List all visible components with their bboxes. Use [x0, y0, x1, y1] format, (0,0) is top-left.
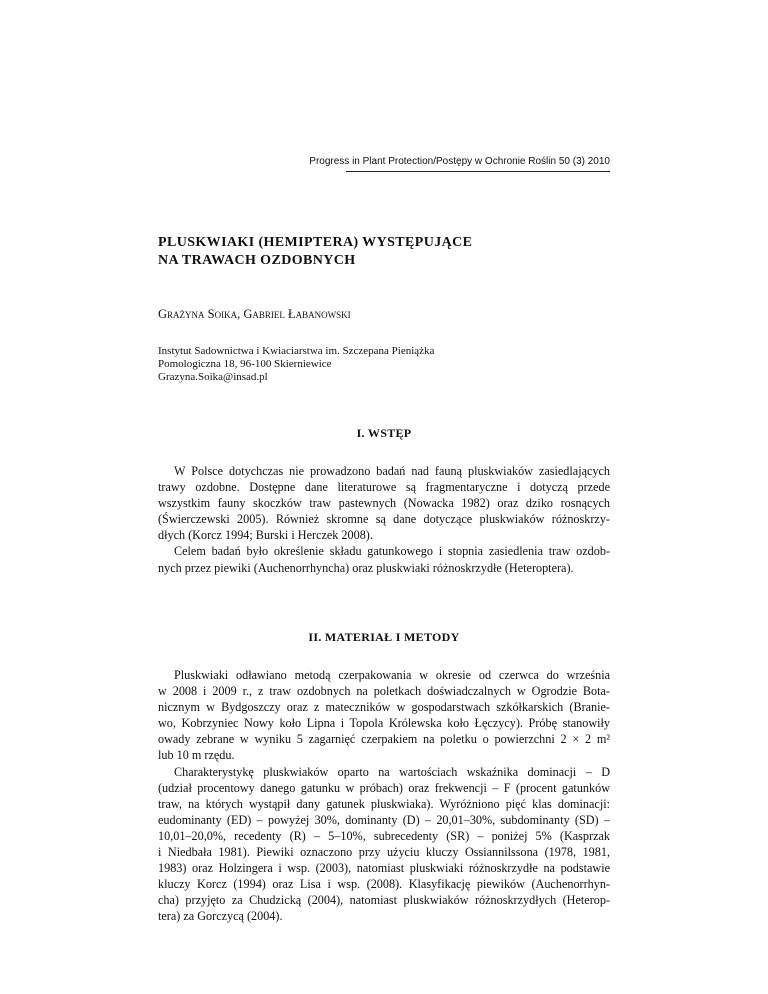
- text-line: nicznym w Bydgoszczy oraz z mateczników w gospodarstwach szkółkarskich (Branie-: [158, 700, 610, 715]
- text-line: owady zebrane w wyniku 5 zagarnięć czerpakiem na poletku o powierzchni 2 × 2 m²: [158, 732, 610, 747]
- text-line: trawy ozdobne. Dostępne dane literaturowe są fragmentaryczne i dotyczą przede: [158, 480, 610, 495]
- text-line: w 2008 i 2009 r., z traw ozdobnych na poletkach doświadczalnych w Ogrodzie Bota-: [158, 684, 610, 699]
- affiliation-address: Pomologiczna 18, 96-100 Skierniewice: [158, 358, 332, 370]
- text-line: Pluskwiaki odławiano metodą czerpakowania w okresie od czerwca do września: [174, 668, 610, 682]
- text-line: traw, na których wystąpił dany gatunek pluskwiaka). Wyróżniono pięć klas dominacji:: [158, 796, 610, 811]
- authors: Grażyna Soika, Gabriel Łabanowski: [158, 307, 351, 321]
- text-line: (Świerczewski 2005). Również skromne są dane dotyczące pluskwiaków różnoskrzy-: [158, 512, 610, 527]
- text-line: dłych (Korcz 1994; Burski i Herczek 2008).: [158, 528, 373, 543]
- text-line: lub 10 m rzędu.: [158, 748, 235, 763]
- affiliation: [158, 345, 434, 384]
- title-line-2: NA TRAWACH OZDOBNYCH: [158, 253, 356, 268]
- text-line: cha) przyjęto za Chudzicką (2004), natomiast pluskwiaków różnoskrzydłych (Heterop-: [158, 893, 610, 908]
- article-title: [158, 234, 610, 270]
- text-line: 10,01–20,0%, recedenty (R) – 5–10%, subrecedenty (SR) – poniżej 5% (Kasprzak: [158, 828, 610, 843]
- text-line: wszystkim fauny skoczków traw pastewnych (Nowacka 1982) oraz dziko rosnących: [158, 496, 610, 511]
- text-line: nych przez piewiki (Auchenorrhyncha) oraz pluskwiaki różnoskrzydłe (Heteroptera).: [158, 560, 574, 575]
- text-line: i Niedbała 1981). Piewiki oznaczono przy użyciu kluczy Ossiannilssona (1978, 1981,: [158, 845, 610, 860]
- text-line: tera) za Gorczycą (2004).: [158, 909, 283, 924]
- section-body-intro: [158, 463, 610, 576]
- section-body-methods: [158, 667, 610, 925]
- text-line: kluczy Korcz (1994) oraz Lisa i wsp. (2008). Klasyfikację piewików (Auchenorrhyn-: [158, 877, 610, 892]
- affiliation-email: Grazyna.Soika@insad.pl: [158, 371, 268, 383]
- section-heading-intro: I. WSTĘP: [356, 426, 412, 440]
- text-line: wo, Kobrzyniec Nowy koło Lipna i Topola Królewska koło Łęczycy). Próbę stanowiły: [158, 716, 610, 731]
- header-rule: [346, 171, 610, 172]
- text-line: Celem badań było określenie składu gatunkowego i stopnia zasiedlenia traw ozdob-: [174, 544, 610, 559]
- title-line-1: PLUSKWIAKI (HEMIPTERA) WYSTĘPUJĄCE: [158, 235, 473, 250]
- text-line: 1983) oraz Holzingera i wsp. (2003), natomiast pluskwiaki różnoskrzydłe na podstawie: [158, 861, 610, 876]
- text-line: Charakterystykę pluskwiaków oparto na wartościach wskaźnika dominacji – D: [174, 764, 610, 779]
- section-heading-methods: II. MATERIAŁ I METODY: [308, 630, 460, 644]
- text-line: eudominanty (ED) – powyżej 30%, dominanty (D) – 20,01–30%, subdominanty (SD) –: [158, 812, 610, 827]
- affiliation-institute: Instytut Sadownictwa i Kwiaciarstwa im. Szczepana Pieniążka: [158, 345, 435, 357]
- journal-header: Progress in Plant Protection/Postępy w Ochronie Roślin 50 (3) 2010: [309, 156, 610, 167]
- text-line: W Polsce dotychczas nie prowadzono badań nad fauną pluskwiaków zasiedlających: [174, 464, 610, 478]
- text-line: (udział procentowy danego gatunku w próbach) oraz frekwencji – F (procent gatunków: [158, 780, 610, 795]
